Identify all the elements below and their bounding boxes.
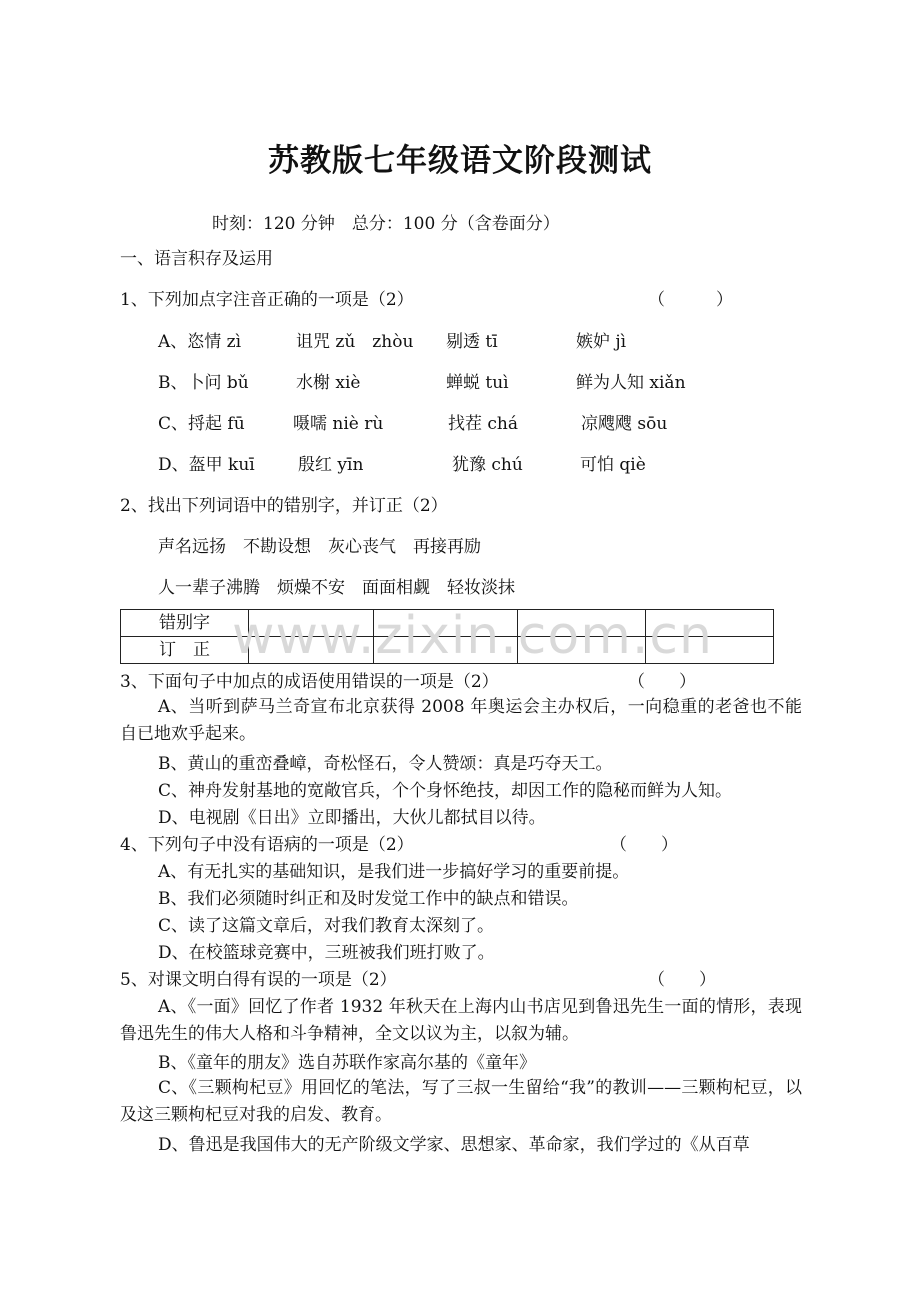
q1-option-c-3: 找茬 chá (448, 414, 519, 434)
exam-meta: 时刻：120 分钟 总分：100 分（含卷面分） (212, 214, 560, 234)
q4-option-c: C、读了这篇文章后，对我们教育太深刻了。 (158, 916, 495, 936)
q5-stem: 5、对课文明白得有误的一项是（2） (120, 970, 397, 990)
q5-option-a: A、《一面》回忆了作者 1932 年秋天在上海内山书店见到鲁迅先生一面的情形，表现鲁迅先生的伟大人格和斗争精神，全文以议为主，以叙为辅。 (120, 997, 802, 1044)
q5-answer-paren: （ ） (648, 970, 716, 990)
q3-stem: 3、下面句子中加点的成语使用错误的一项是（2） (120, 672, 499, 692)
q5-option-b: B、《童年的朋友》选自苏联作家高尔基的《童年》 (158, 1053, 536, 1073)
q1-option-d-3: 犹豫 chú (452, 455, 523, 475)
q1-option-d-4: 可怕 qiè (580, 455, 646, 475)
q1-option-a: A、恣情 zì (158, 332, 242, 352)
q4-option-b: B、我们必须随时纠正和及时发觉工作中的缺点和错误。 (158, 889, 579, 909)
q4-option-a: A、有无扎实的基础知识，是我们进一步搞好学习的重要前提。 (158, 862, 630, 882)
q3-option-d: D、电视剧《日出》立即播出，大伙儿都拭目以待。 (158, 808, 546, 828)
q3-answer-paren: （ ） (628, 672, 696, 692)
section-heading: 一、语言积存及运用 (120, 249, 273, 269)
q1-option-d: D、盔甲 kuī (158, 455, 255, 475)
watermark: www.zixin.com.cn (232, 606, 713, 666)
q1-option-c: C、捋起 fū (158, 414, 245, 434)
q3-option-a: A、当听到萨马兰奇宣布北京获得 2008 年奥运会主办权后，一向稳重的老爸也不能自已地欢乎起来。 (120, 697, 802, 744)
q5-option-d: D、鲁迅是我国伟大的无产阶级文学家、思想家、革命家，我们学过的《从百草 (158, 1135, 750, 1155)
q1-option-c-4: 凉飕飕 sōu (581, 414, 668, 434)
q5-option-c: C、《三颗枸杞豆》用回忆的笔法，写了三叔一生留给“我”的教训——三颗枸杞豆，以及这三颗枸杞豆对我的启发、教育。 (120, 1078, 802, 1125)
q1-option-a-4: 嫉妒 jì (576, 332, 627, 352)
q1-stem: 1、下列加点字注音正确的一项是（2） (120, 290, 414, 310)
q1-option-b-2: 水榭 xiè (296, 373, 361, 393)
q4-stem: 4、下列句子中没有语病的一项是（2） (120, 835, 414, 855)
q2-words-line2: 人一辈子沸腾 烦燥不安 面面相觑 轻妆淡抹 (158, 578, 515, 598)
q1-option-b: B、卜问 bǔ (158, 373, 249, 393)
q1-option-d-2: 殷红 yīn (298, 455, 364, 475)
q1-option-a-3: 剔透 tī (446, 332, 498, 352)
table-header-correction: 订 正 (121, 637, 249, 664)
q4-option-d: D、在校篮球竞赛中，三班被我们班打败了。 (158, 943, 495, 963)
q2-stem: 2、找出下列词语中的错别字，并订正（2） (120, 496, 448, 516)
page-title: 苏教版七年级语文阶段测试 (268, 143, 652, 179)
q4-answer-paren: （ ） (610, 835, 678, 855)
q1-answer-paren: （ ） (648, 290, 733, 310)
q3-option-c: C、神舟发射基地的宽敞官兵，个个身怀绝技，却因工作的隐秘而鲜为人知。 (158, 781, 733, 801)
table-header-wrong-char: 错别字 (121, 610, 249, 637)
q1-option-a-2: 诅咒 zǔ zhòu (296, 332, 414, 352)
q2-words-line1: 声名远扬 不勘设想 灰心丧气 再接再励 (158, 537, 481, 557)
q1-option-b-3: 蝉蜕 tuì (446, 373, 509, 393)
q1-option-c-2: 嗫嚅 niè rù (293, 414, 384, 434)
q3-option-b: B、黄山的重峦叠嶂，奇松怪石，令人赞颂：真是巧夺天工。 (158, 754, 613, 774)
q1-option-b-4: 鲜为人知 xiǎn (576, 373, 686, 393)
